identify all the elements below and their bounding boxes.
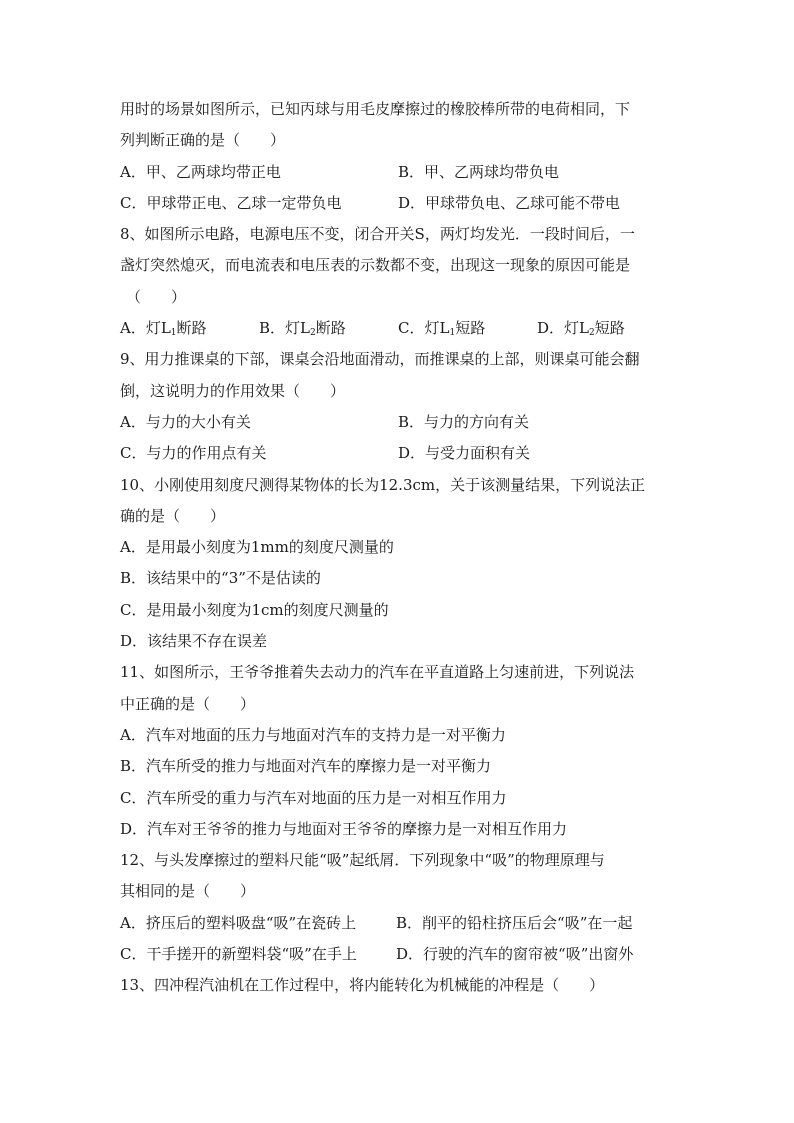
question-7-options-row-1 xyxy=(120,157,680,188)
question-9-option-a: A．与力的大小有关 xyxy=(120,412,251,431)
option-d-subscript: 2 xyxy=(589,328,595,339)
question-11-option-a: A．汽车对地面的压力与地面对汽车的支持力是一对平衡力 xyxy=(120,725,506,744)
question-12 xyxy=(120,845,680,970)
question-12-option-d: D．行驶的汽车的窗帘被“吸”出窗外 xyxy=(396,945,634,964)
question-13 xyxy=(120,970,680,1001)
option-d-suffix: 短路 xyxy=(594,319,625,338)
question-8-option-b xyxy=(259,313,398,344)
question-12-stem-line-2: 其相同的是（ ） xyxy=(120,882,256,901)
question-7-option-d: D．甲球带负电、乙球可能不带电 xyxy=(398,193,621,212)
question-11-option-c: C．汽车所受的重力与汽车对地面的压力是一对相互作用力 xyxy=(120,788,507,807)
option-a-suffix: 断路 xyxy=(176,319,207,338)
question-10-option-a: A．是用最小刻度为1mm的刻度尺测量的 xyxy=(120,538,394,557)
option-c-suffix: 短路 xyxy=(455,319,486,338)
question-10-stem-line-2: 确的是（ ） xyxy=(120,506,226,525)
question-8-option-a xyxy=(120,313,259,344)
question-11-stem-line-2: 中正确的是（ ） xyxy=(120,694,256,713)
option-a-subscript: 1 xyxy=(170,328,177,339)
question-10 xyxy=(120,470,680,658)
question-7-option-b: B．甲、乙两球均带负电 xyxy=(398,162,560,181)
option-a-prefix: A．灯L xyxy=(120,319,171,338)
question-10-stem-line-1: 10、小刚使用刻度尺测得某物体的长为12.3cm，关于该测量结果，下列说法正 xyxy=(120,475,646,494)
question-9-stem-line-1: 9、用力推课桌的下部，课桌会沿地面滑动，而推课桌的上部，则课桌可能会翻 xyxy=(120,350,640,369)
question-9-options-row-1 xyxy=(120,407,680,438)
question-8 xyxy=(120,219,680,344)
question-8-stem-line-3: （ ） xyxy=(126,287,187,306)
question-9-options-row-2 xyxy=(120,438,680,469)
question-10-option-c: C．是用最小刻度为1cm的刻度尺测量的 xyxy=(120,600,389,619)
option-d-prefix: D．灯L xyxy=(537,319,589,338)
question-7-option-c: C．甲球带正电、乙球一定带负电 xyxy=(120,193,342,212)
exam-page xyxy=(120,94,680,1002)
option-b-suffix: 断路 xyxy=(315,319,346,338)
question-12-stem-line-1: 12、与头发摩擦过的塑料尺能“吸”起纸屑．下列现象中“吸”的物理原理与 xyxy=(120,851,605,870)
question-9-option-d: D．与受力面积有关 xyxy=(398,444,531,463)
question-9 xyxy=(120,344,680,469)
question-11 xyxy=(120,657,680,845)
question-11-option-b: B．汽车所受的推力与地面对汽车的摩擦力是一对平衡力 xyxy=(120,757,492,776)
question-12-options-row-2 xyxy=(120,939,680,970)
question-13-stem-line-1: 13、四冲程汽油机在工作过程中，将内能转化为机械能的冲程是（ ） xyxy=(120,976,605,995)
question-12-options-row-1 xyxy=(120,908,680,939)
question-7-option-a: A．甲、乙两球均带正电 xyxy=(120,162,281,181)
question-7-stem-line-1: 用时的场景如图所示，已知丙球与用毛皮摩擦过的橡胶棒所带的电荷相同，下 xyxy=(120,100,631,118)
question-8-option-c xyxy=(398,313,537,344)
question-9-option-c: C．与力的作用点有关 xyxy=(120,444,267,463)
question-12-option-a: A．挤压后的塑料吸盘“吸”在瓷砖上 xyxy=(120,913,357,932)
question-12-option-b: B．削平的铅柱挤压后会“吸”在一起 xyxy=(396,913,633,932)
question-8-option-d xyxy=(537,313,625,344)
option-b-subscript: 2 xyxy=(309,328,316,339)
question-10-option-b: B．该结果中的“3”不是估读的 xyxy=(120,569,321,588)
option-b-prefix: B．灯L xyxy=(259,319,310,338)
question-9-option-b: B．与力的方向有关 xyxy=(398,412,530,431)
question-8-stem-line-1: 8、如图所示电路，电源电压不变，闭合开关S，两灯均发光．一段时间后，一 xyxy=(120,225,635,244)
question-8-stem-line-2: 盏灯突然熄灭，而电流表和电压表的示数都不变，出现这一现象的原因可能是 xyxy=(120,256,631,275)
question-11-option-d: D．汽车对王爷爷的推力与地面对王爷爷的摩擦力是一对相互作用力 xyxy=(120,819,568,838)
question-7-options-row-2 xyxy=(120,188,680,219)
question-8-options-row xyxy=(120,313,680,344)
question-11-stem-line-1: 11、如图所示，王爷爷推着失去动力的汽车在平直道路上匀速前进，下列说法 xyxy=(120,663,635,682)
question-9-stem-line-2: 倒，这说明力的作用效果（ ） xyxy=(120,381,346,400)
question-12-option-c: C．干手搓开的新塑料袋“吸”在手上 xyxy=(120,945,357,964)
option-c-prefix: C．灯L xyxy=(398,319,450,338)
question-10-option-d: D．该结果不存在误差 xyxy=(120,632,268,651)
question-7 xyxy=(120,94,680,219)
question-7-stem-line-2: 列判断正确的是（ ） xyxy=(120,131,286,150)
option-c-subscript: 1 xyxy=(449,328,456,339)
